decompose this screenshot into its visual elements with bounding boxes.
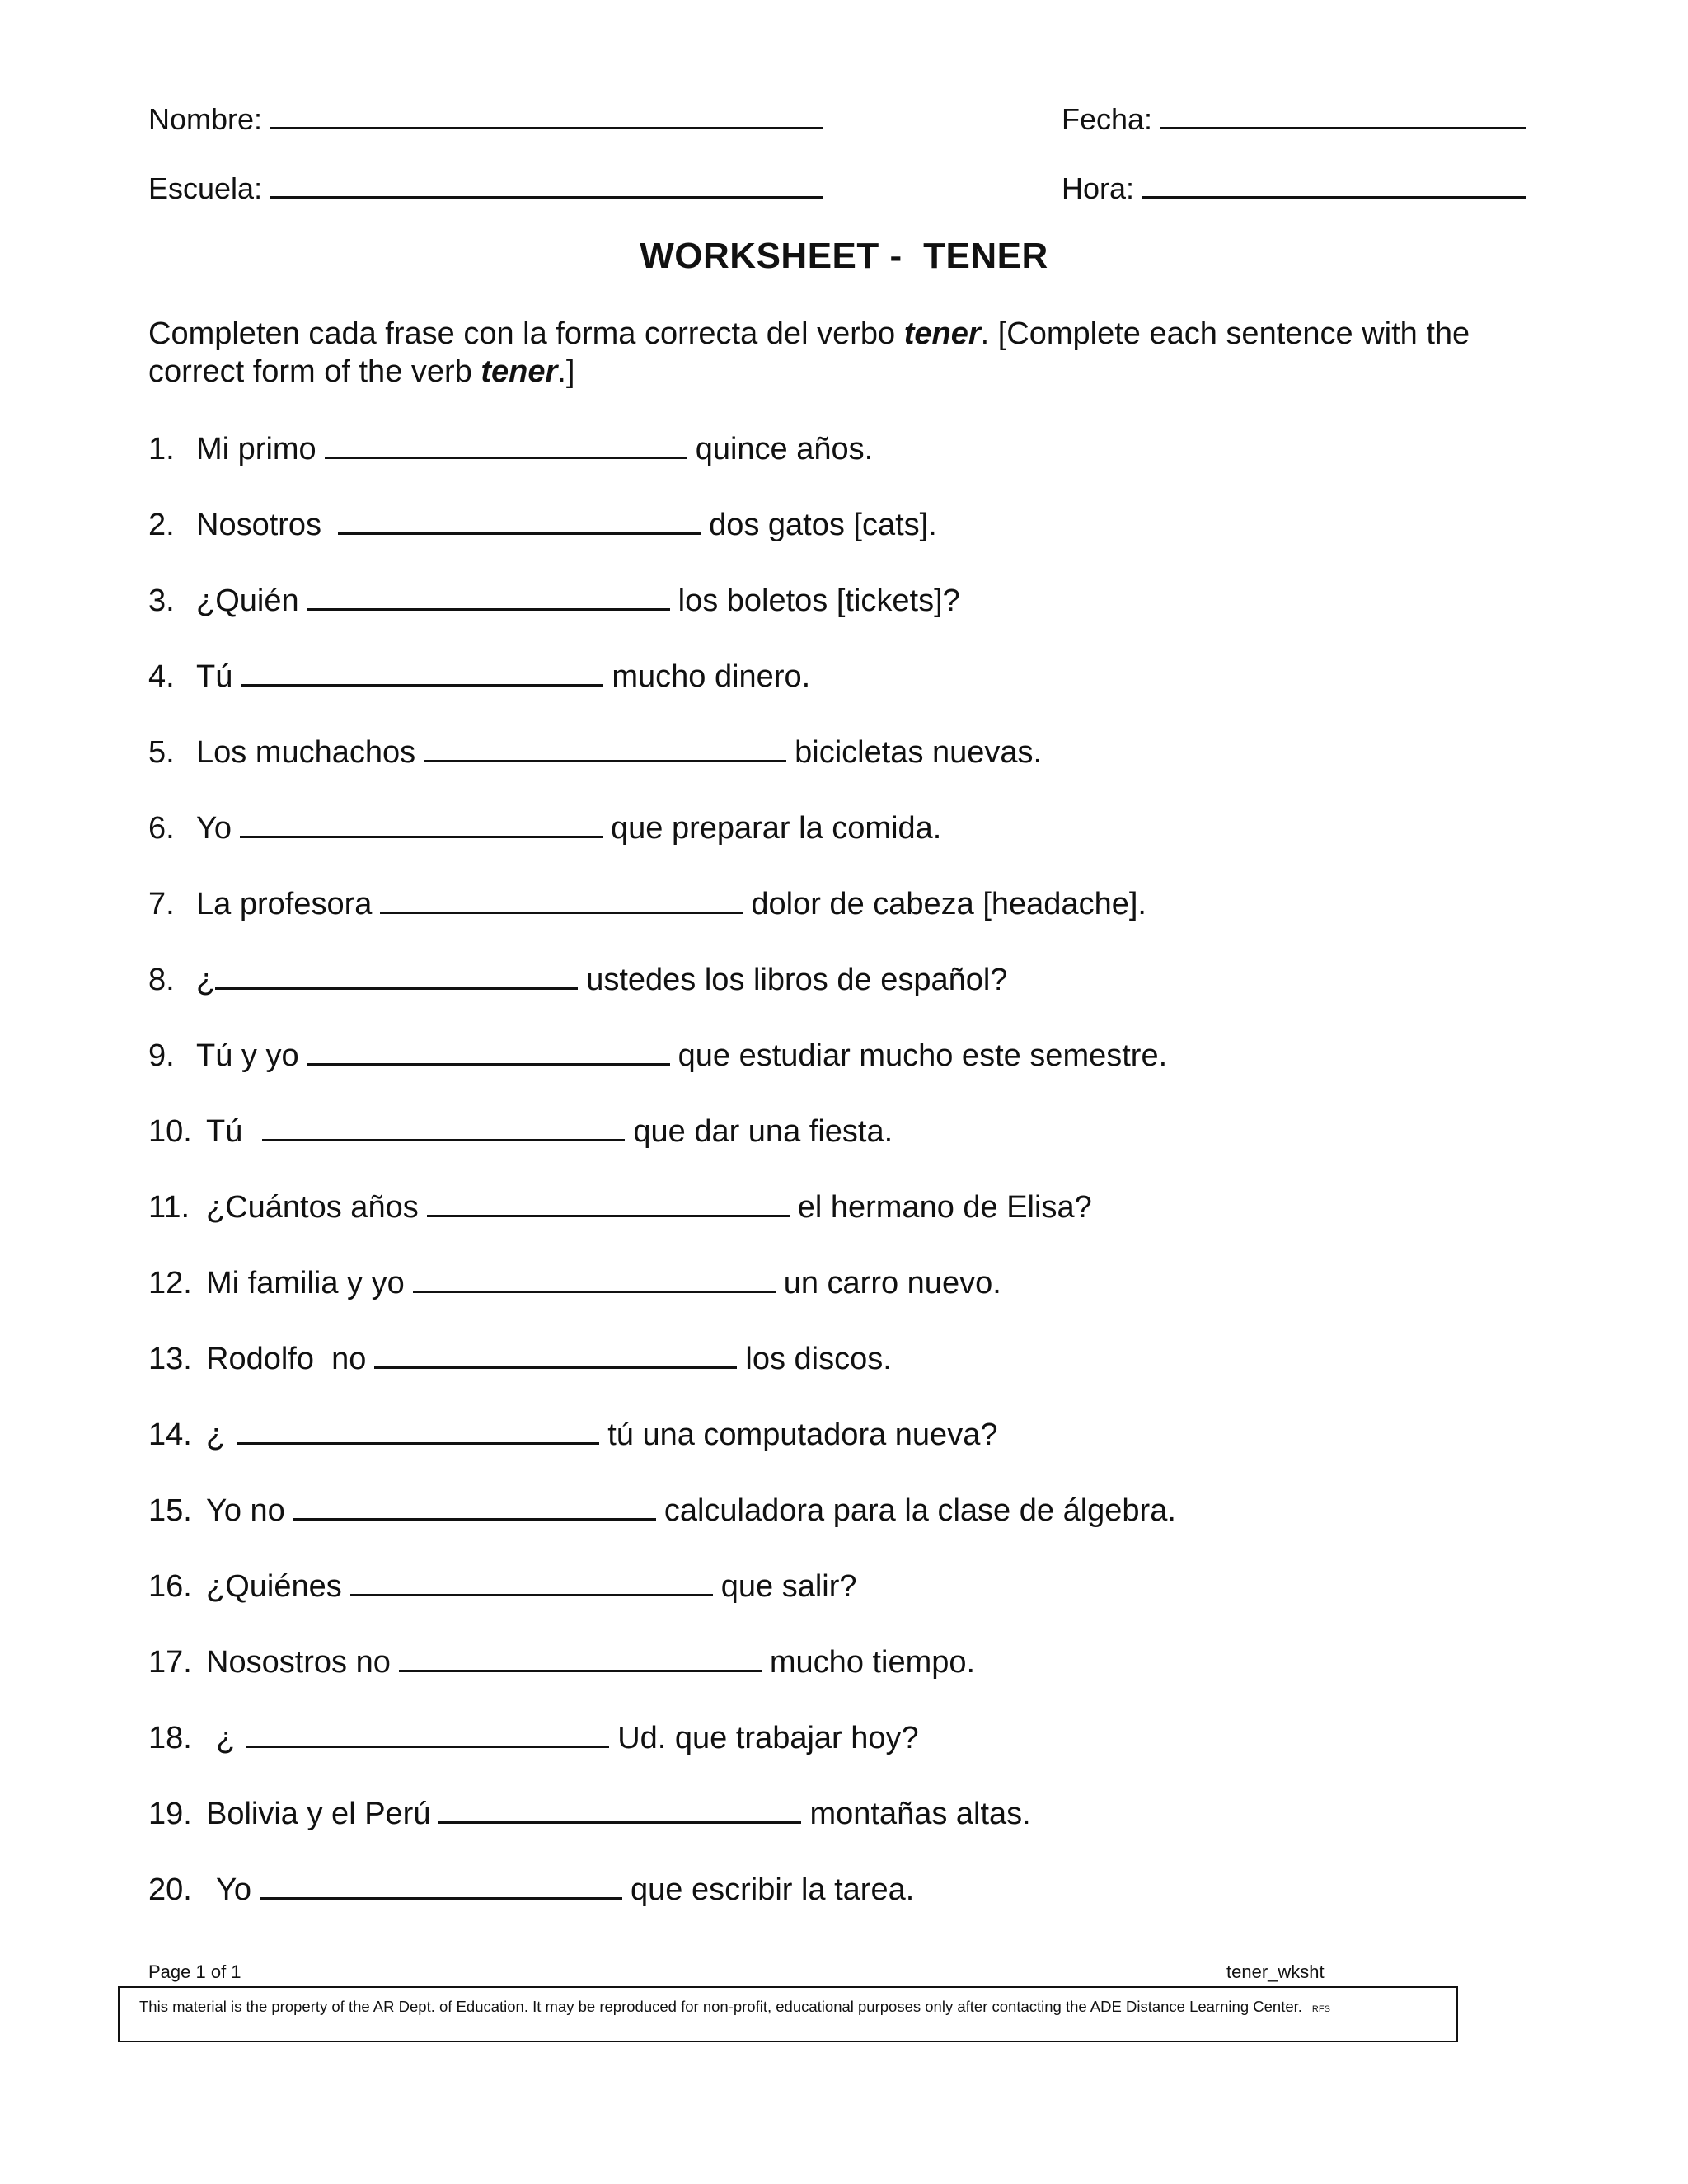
item-number: 2. [148,508,175,542]
name-blank[interactable] [270,97,823,129]
item-text-after: el hermano de Elisa? [797,1190,1092,1225]
item-number: 16. [148,1569,192,1604]
copyright-notice [139,1998,1330,2016]
item-text-after: dos gatos [cats]. [709,508,937,542]
item-text-after: mucho dinero. [612,659,811,694]
copyright-notice-box [118,1986,1458,2042]
exercise-item-11 [148,1187,1092,1226]
name-label: Nombre: [148,102,263,136]
date-label: Fecha: [1062,102,1153,136]
item-text-after: los discos. [745,1342,892,1376]
item-number: 15. [148,1493,192,1528]
item-text-before: Yo [216,1872,251,1907]
answer-blank[interactable] [293,1490,656,1521]
exercise-item-2 [148,504,937,544]
answer-blank[interactable] [438,1793,801,1824]
item-text-after: dolor de cabeza [headache]. [751,887,1146,921]
instructions-verb-2: tener [481,354,558,389]
exercise-item-6 [148,808,941,847]
item-text-before: ¿Cuántos años [206,1190,419,1225]
time-blank[interactable] [1142,166,1526,199]
answer-blank[interactable] [215,959,578,990]
exercise-item-4 [148,656,810,696]
date-blank[interactable] [1160,97,1526,129]
school-label: Escuela: [148,171,263,205]
exercise-item-8 [148,959,1007,999]
item-text-before: Yo no [206,1493,285,1528]
item-text-before: Mi primo [196,432,316,466]
exercise-item-5 [148,732,1042,771]
item-text-before: Tú [206,1114,243,1149]
answer-blank[interactable] [338,504,701,535]
item-number: 12. [148,1266,192,1301]
page-number: Page 1 of 1 [148,1961,241,1982]
item-text-before: ¿Quiénes [206,1569,342,1604]
item-text-after: bicicletas nuevas. [795,735,1043,770]
answer-blank[interactable] [374,1338,737,1369]
item-text-before: La profesora [196,887,373,921]
exercise-item-13 [148,1338,892,1378]
item-text-after: ustedes los libros de español? [586,963,1008,997]
item-text-before: ¿ [196,963,216,997]
answer-blank[interactable] [380,883,743,914]
answer-blank[interactable] [262,1111,625,1141]
item-text-before: ¿ [206,1418,226,1452]
item-text-before: Nosotros [196,508,322,542]
item-number: 7. [148,887,175,921]
answer-blank[interactable] [260,1869,622,1900]
item-text-after: montañas altas. [809,1797,1031,1831]
item-number: 6. [148,811,175,846]
exercise-item-14 [148,1414,997,1454]
answer-blank[interactable] [413,1263,776,1293]
item-number: 8. [148,963,175,997]
item-number: 10. [148,1114,192,1149]
item-number: 5. [148,735,175,770]
item-number: 4. [148,659,175,694]
school-field [148,166,823,207]
item-number: 13. [148,1342,192,1376]
answer-blank[interactable] [241,656,603,687]
item-text-after: que escribir la tarea. [631,1872,915,1907]
answer-blank[interactable] [307,1035,670,1066]
answer-blank[interactable] [246,1718,609,1748]
item-text-after: quince años. [695,432,874,466]
exercise-item-16 [148,1566,857,1605]
item-number: 1. [148,432,175,466]
time-label: Hora: [1062,171,1135,205]
item-text-after: un carro nuevo. [783,1266,1001,1301]
item-text-before: Yo [196,811,232,846]
item-text-after: los boletos [tickets]? [678,583,960,618]
instructions-text-1: Completen cada frase con la forma correcta del verbo [148,316,904,351]
item-number: 20. [148,1872,192,1907]
item-text-after: que estudiar mucho este semestre. [678,1038,1168,1073]
exercise-item-12 [148,1263,1001,1302]
item-text-before: Nosostros no [206,1645,391,1680]
item-text-after: calculadora para la clase de álgebra. [663,1493,1176,1528]
copyright-notice-text: This material is the property of the AR Dept. of Education. It may be reproduced for non-profit, educational purposes only after contacting the ADE Distance Learning Center. [139,1998,1302,2015]
date-field [1062,97,1526,138]
exercise-item-3 [148,580,960,620]
exercise-item-18 [148,1718,919,1757]
item-text-after: que salir? [720,1569,857,1604]
item-text-before: Rodolfo no [206,1342,367,1376]
item-number: 11. [148,1190,190,1225]
worksheet-title: WORKSHEET - TENER [640,236,1048,276]
file-name: tener_wksht [1226,1961,1325,1982]
exercise-item-17 [148,1642,975,1681]
item-text-after: Ud. que trabajar hoy? [617,1721,919,1755]
item-number: 17. [148,1645,192,1680]
item-text-before: Tú y yo [196,1038,299,1073]
item-text-before: ¿ [216,1721,236,1755]
item-text-after: que dar una fiesta. [633,1114,893,1149]
item-number: 3. [148,583,175,618]
item-number: 18. [148,1721,192,1755]
item-text-before: Tú [196,659,233,694]
item-text-before: Los muchachos [196,735,416,770]
item-text-before: Bolivia y el Perú [206,1797,431,1831]
answer-blank[interactable] [240,808,603,838]
item-text-before: Mi familia y yo [206,1266,405,1301]
answer-blank[interactable] [307,580,670,611]
answer-blank[interactable] [424,732,786,762]
school-blank[interactable] [270,166,823,199]
exercise-item-1 [148,429,873,468]
item-number: 9. [148,1038,175,1073]
exercise-item-20 [148,1869,914,1909]
item-number: 14. [148,1418,192,1452]
exercise-item-9 [148,1035,1167,1075]
exercise-item-10 [148,1111,893,1151]
exercise-item-15 [148,1490,1176,1530]
answer-blank[interactable] [350,1566,713,1596]
answer-blank[interactable] [237,1414,599,1445]
instructions-text-3: .] [557,354,575,389]
instructions-verb: tener [903,316,981,351]
time-field [1062,166,1526,207]
exercise-item-19 [148,1793,1031,1833]
answer-blank[interactable] [399,1642,762,1672]
item-text-before: ¿Quién [196,583,299,618]
item-text-after: tú una computadora nueva? [607,1418,998,1452]
item-text-after: mucho tiempo. [769,1645,976,1680]
exercise-item-7 [148,883,1146,923]
answer-blank[interactable] [325,429,687,459]
item-text-after: que preparar la comida. [611,811,942,846]
instructions-text-2: . [Complete each sentence with the correct form of the verb [148,316,1470,389]
name-field [148,97,823,138]
author-initials: RFS [1311,2004,1330,2014]
item-number: 19. [148,1797,192,1831]
instructions [148,315,1517,391]
answer-blank[interactable] [427,1187,790,1217]
